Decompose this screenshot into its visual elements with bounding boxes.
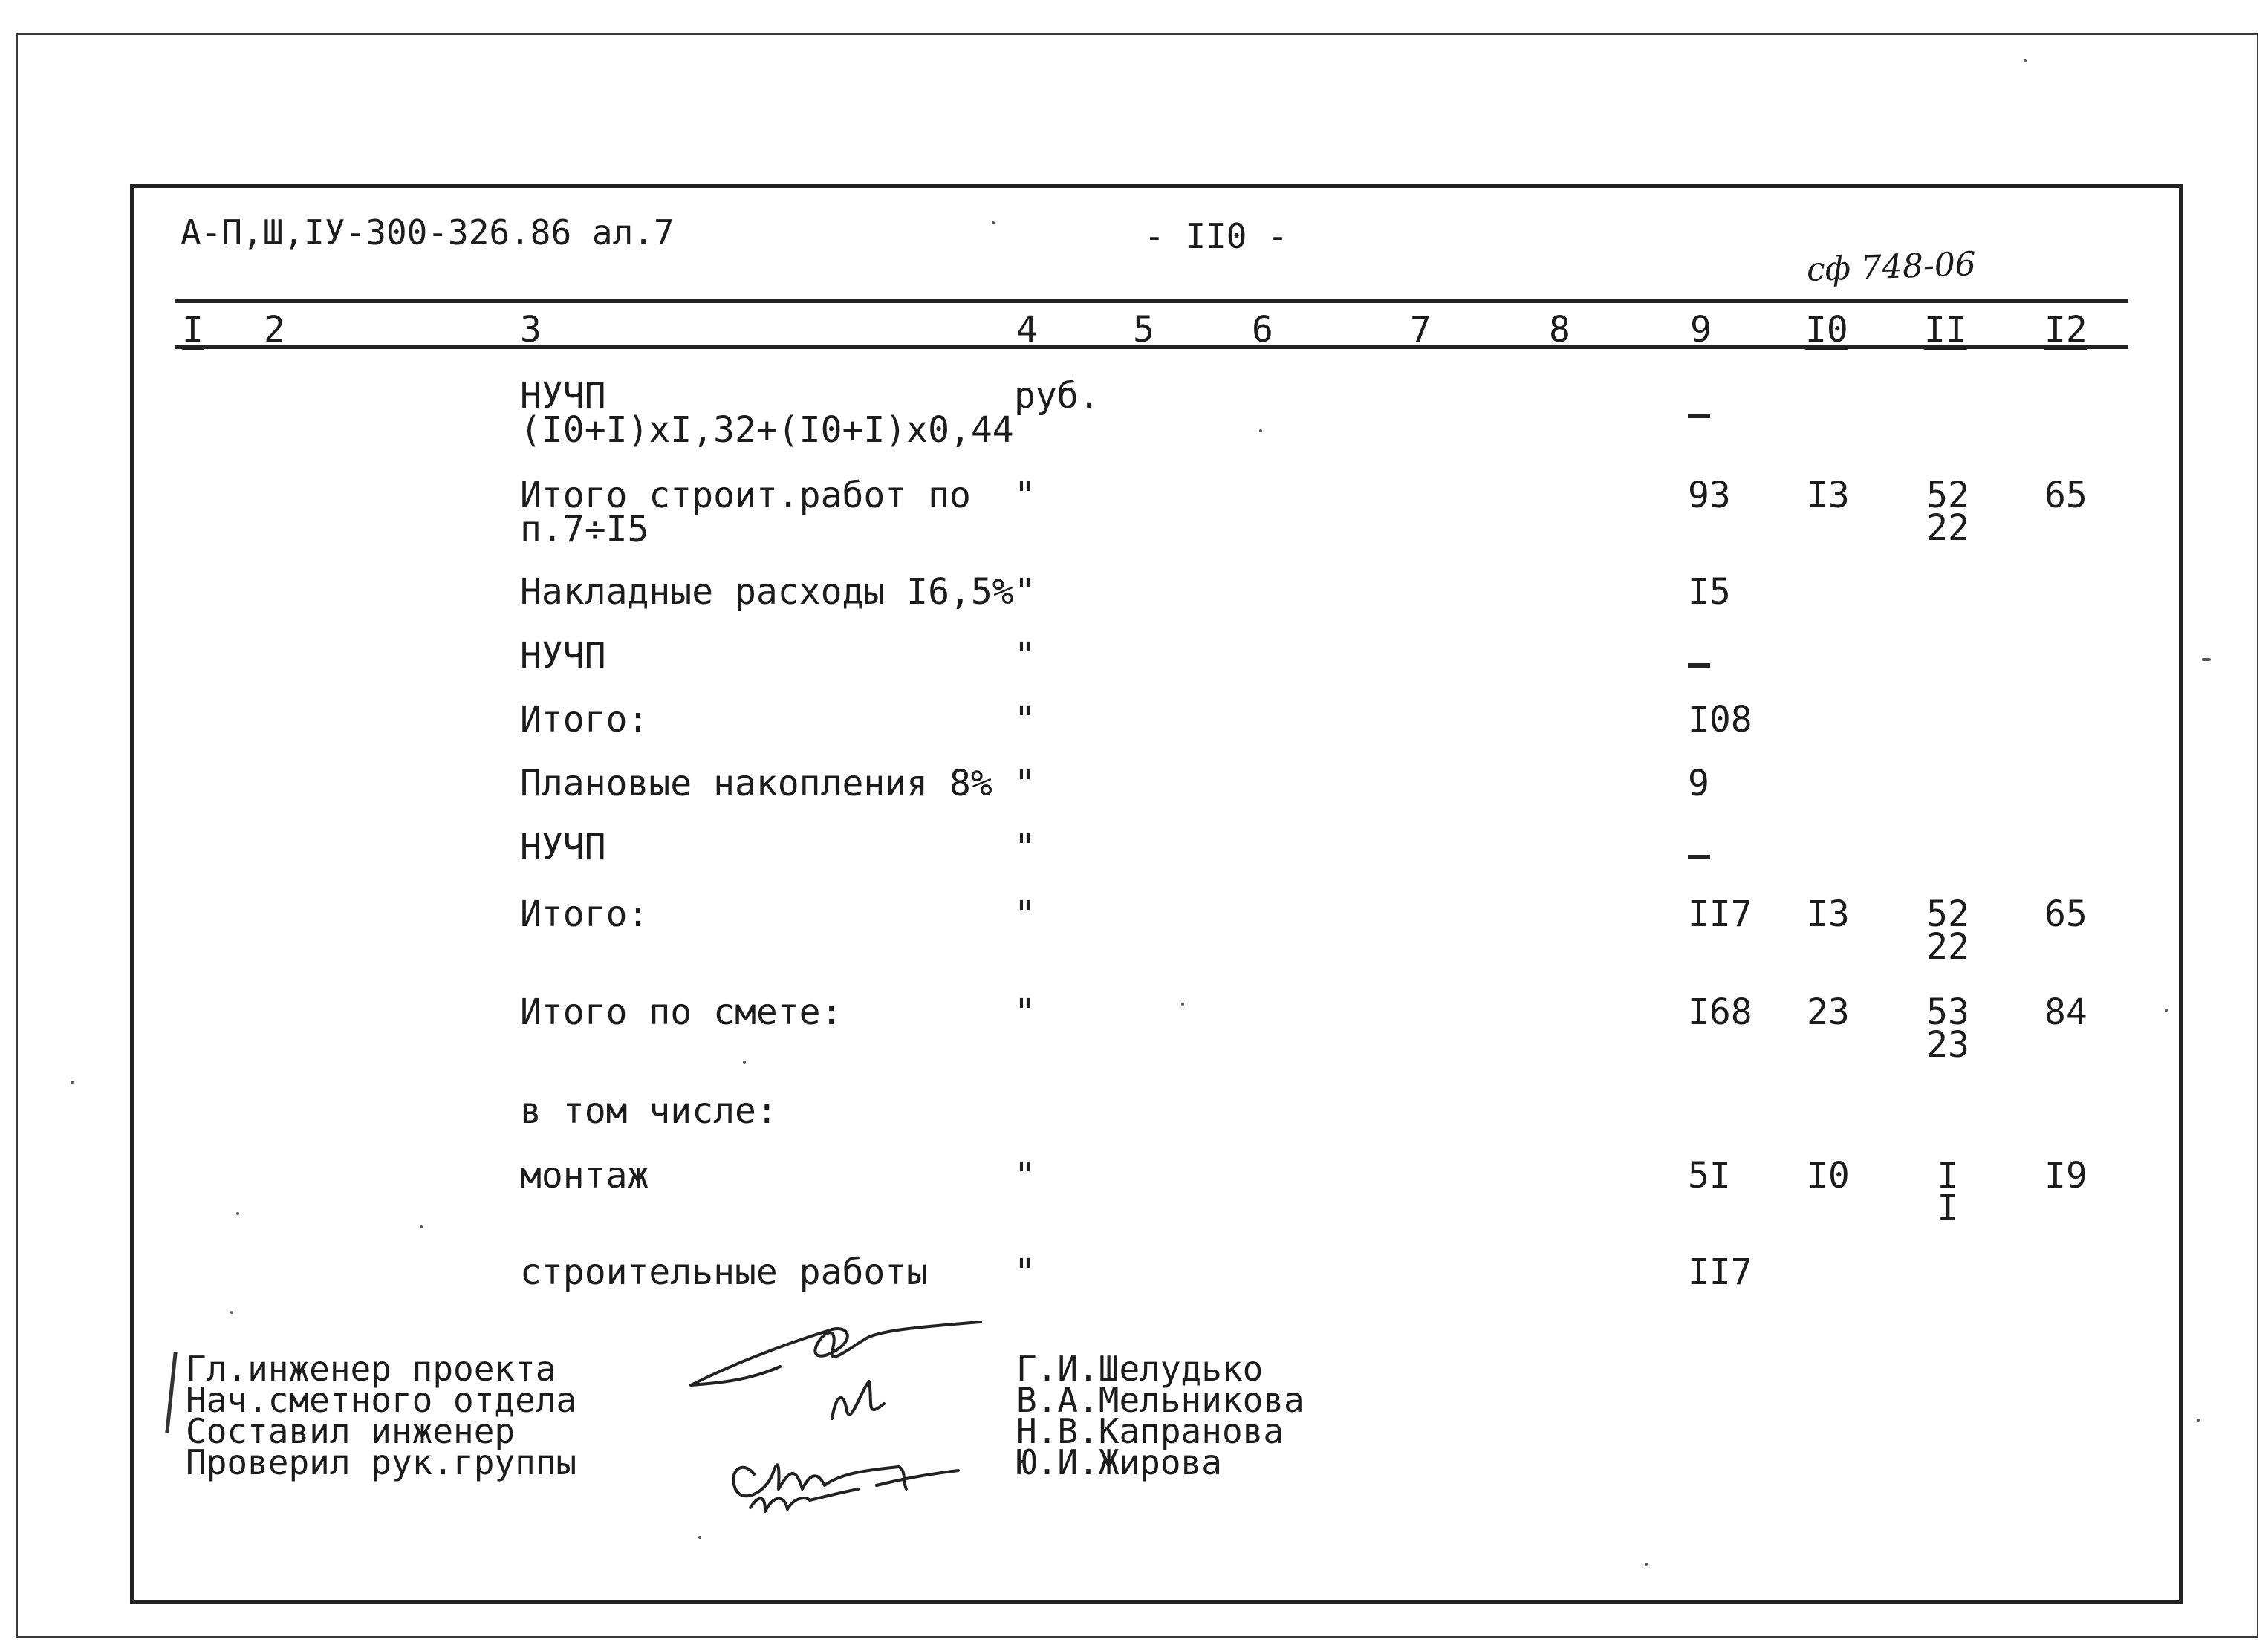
column-header: 6 [1252,309,1273,351]
scan-speck [420,1225,423,1228]
row-description: строительные работы [520,1251,929,1293]
column-header: 3 [520,309,542,351]
row-value-col12: 65 [2044,893,2087,935]
row-value-col10: I0 [1807,1155,1850,1196]
row-description: монтаж [520,1155,649,1196]
column-header: I2 [2044,309,2087,351]
signer-role: Составил инженер [186,1411,516,1451]
row-value-col12: I9 [2044,1155,2087,1196]
scan-speck [2024,59,2027,62]
column-header: 5 [1133,309,1154,351]
document-code: А-П,Ш,IУ-300-326.86 ал.7 [181,212,675,253]
handwritten-signatures [683,1315,995,1523]
signer-name: В.А.Мельникова [1016,1380,1304,1420]
column-header: II [1924,309,1967,351]
page-number: - II0 - [1144,216,1288,256]
row-value-col11: 53 [1926,991,1969,1033]
row-value-col9: II7 [1688,893,1752,935]
scan-speck [698,1536,701,1539]
column-header: I [182,309,204,351]
scan-speck [1181,1003,1184,1006]
scan-speck [743,1061,746,1064]
column-header: 4 [1016,309,1038,351]
row-value-col12: 65 [2044,475,2087,516]
row-unit: " [1014,571,1036,613]
row-description-line2: п.7÷I5 [520,509,649,550]
dash-mark [1688,663,1710,668]
scan-speck [71,1081,74,1084]
column-header: 8 [1549,309,1570,351]
signer-role: Проверил рук.группы [186,1442,577,1482]
row-value-col11: 52 [1926,893,1969,935]
row-unit: " [1014,1251,1036,1293]
signer-role: Нач.сметного отдела [186,1380,577,1420]
row-description: НУЧП [520,635,606,677]
row-description: Накладные расходы I6,5% [520,571,1014,613]
dash-mark [1688,855,1710,859]
row-description: НУЧП [520,375,606,417]
scan-speck [236,1212,239,1215]
column-header: 9 [1690,309,1712,351]
row-unit: " [1014,1155,1036,1196]
row-value-col10: I3 [1807,475,1850,516]
row-value-col9: I08 [1688,699,1752,740]
row-value-col9: 9 [1688,763,1709,804]
row-value-col9: 5I [1688,1155,1731,1196]
dash-mark [1688,414,1710,418]
row-value-col9 [1688,389,1710,423]
row-unit: " [1014,635,1036,677]
column-header: I0 [1805,309,1848,351]
row-description: Плановые накопления 8% [520,763,992,804]
signer-name: Ю.И.Жирова [1016,1442,1222,1482]
row-value-col12: 84 [2044,991,2087,1033]
row-description-line2: (I0+I)xI,32+(I0+I)x0,44 [520,409,1014,451]
row-value-col9: I5 [1688,571,1731,613]
scan-speck [992,221,995,224]
row-unit: " [1014,991,1036,1033]
row-value-col11: I [1937,1155,1959,1196]
header-rule-top [175,299,2128,303]
row-value-col11-line2: 23 [1926,1024,1969,1066]
column-header: 2 [264,309,285,351]
row-unit: " [1014,893,1036,935]
row-description: в том числе: [520,1090,778,1132]
signer-name: Н.В.Капранова [1016,1411,1284,1451]
row-description: Итого строит.работ по [520,475,971,516]
row-description: Итого: [520,893,649,935]
archive-mark: сф 748-06 [1806,245,1977,289]
scan-speck [1645,1563,1648,1566]
row-value-col9 [1688,830,1710,864]
row-description: НУЧП [520,827,606,868]
scan-speck [2202,658,2211,661]
row-description: Итого по смете: [520,991,842,1033]
row-value-col11-line2: I [1937,1188,1959,1229]
row-unit: руб. [1014,375,1100,417]
row-value-col11: 52 [1926,475,1969,516]
signer-role: Гл.инженер проекта [186,1349,556,1389]
row-unit: " [1014,475,1036,516]
scan-speck [230,1311,233,1314]
row-unit: " [1014,763,1036,804]
scan-speck [2165,1009,2168,1012]
row-value-col11-line2: 22 [1926,507,1969,549]
row-unit: " [1014,699,1036,740]
signer-name: Г.И.Шелудько [1016,1349,1264,1389]
row-value-col9 [1688,639,1710,673]
row-value-col10: 23 [1807,991,1850,1033]
row-unit: " [1014,827,1036,868]
row-description: Итого: [520,699,649,740]
row-value-col9: 93 [1688,475,1731,516]
scan-speck [2197,1419,2200,1422]
row-value-col10: I3 [1807,893,1850,935]
column-header: 7 [1410,309,1432,351]
scan-speck [1259,429,1262,432]
row-value-col9: I68 [1688,991,1752,1033]
row-value-col11-line2: 22 [1926,926,1969,968]
row-value-col9: II7 [1688,1251,1752,1293]
